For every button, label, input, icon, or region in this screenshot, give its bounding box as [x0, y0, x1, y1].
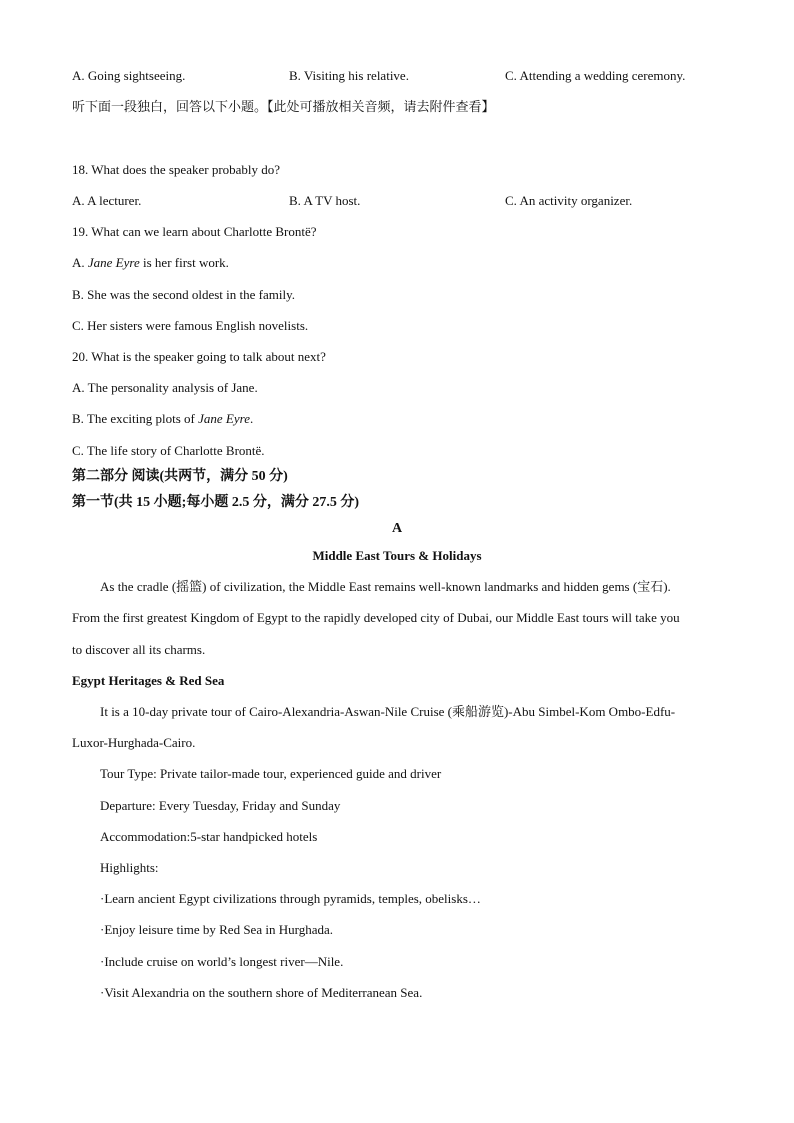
q19-option-a-suffix: is her first work.: [139, 255, 229, 270]
tour-desc-line-1: It is a 10-day private tour of Cairo-Alexandria-Aswan-Nile Cruise (乘船游览)-Abu Simbel-Kom Ombo-Edfu-: [100, 704, 676, 719]
q17-option-b: B. Visiting his relative.: [289, 68, 409, 83]
passage-letter: A: [391, 521, 403, 536]
highlight-item: ·Learn ancient Egypt civilizations through pyramids, temples, obelisks…: [100, 891, 481, 906]
intro-line-2: From the first greatest Kingdom of Egypt to the rapidly developed city of Dubai, our Middle East tours will take you: [72, 610, 680, 625]
highlight-item: ·Visit Alexandria on the southern shore of Mediterranean Sea.: [100, 985, 423, 1000]
q19-option-c: C. Her sisters were famous English novelists.: [72, 318, 309, 333]
monologue-instruction: 听下面一段独白，回答以下小题。【此处可播放相关音频，请去附件查看】: [72, 99, 495, 114]
q20-option-b-prefix: B. The exciting plots of: [72, 411, 199, 426]
highlight-item: ·Enjoy leisure time by Red Sea in Hurghada.: [100, 922, 333, 937]
tour-heading: Egypt Heritages & Red Sea: [72, 673, 225, 688]
tour-type: Tour Type: Private tailor-made tour, experienced guide and driver: [100, 766, 442, 781]
q19-option-b: B. She was the second oldest in the family.: [72, 287, 296, 302]
q18-question: 18. What does the speaker probably do?: [72, 162, 281, 177]
q20-option-b-title: Jane Eyre: [198, 411, 250, 426]
q19-option-a-title: Jane Eyre: [87, 255, 140, 270]
q20-question: 20. What is the speaker going to talk about next?: [72, 349, 326, 364]
q17-option-a: A. Going sightseeing.: [72, 68, 186, 83]
highlights-label: Highlights:: [100, 860, 159, 875]
q18-option-a: A. A lecturer.: [72, 193, 142, 208]
passage-title: Middle East Tours & Holidays: [312, 548, 482, 563]
q20-option-b: [72, 411, 253, 427]
q18-option-c: C. An activity organizer.: [505, 193, 633, 208]
intro-line-1: As the cradle (摇篮) of civilization, the Middle East remains well-known landmarks and hidden gems (宝石).: [100, 579, 671, 594]
tour-desc-line-2: Luxor-Hurghada-Cairo.: [72, 735, 196, 750]
q20-option-a: A. The personality analysis of Jane.: [72, 380, 258, 395]
q18-option-b: B. A TV host.: [289, 193, 361, 208]
q20-option-b-suffix: .: [250, 411, 254, 426]
q19-question: 19. What can we learn about Charlotte Brontë?: [72, 224, 317, 239]
q20-option-c: C. The life story of Charlotte Brontë.: [72, 443, 265, 458]
tour-accommodation: Accommodation:5-star handpicked hotels: [100, 829, 318, 844]
highlight-item: ·Include cruise on world’s longest river—Nile.: [100, 954, 344, 969]
q17-option-c: C. Attending a wedding ceremony.: [505, 68, 686, 83]
q19-option-a-prefix: A.: [72, 255, 88, 270]
section1-heading: 第一节(共 15 小题;每小题 2.5 分，满分 27.5 分): [72, 495, 359, 510]
tour-departure: Departure: Every Tuesday, Friday and Sunday: [100, 798, 341, 813]
part2-heading: 第二部分 阅读(共两节，满分 50 分): [72, 469, 288, 484]
q19-option-a: [72, 255, 229, 271]
intro-line-3: to discover all its charms.: [72, 642, 206, 657]
